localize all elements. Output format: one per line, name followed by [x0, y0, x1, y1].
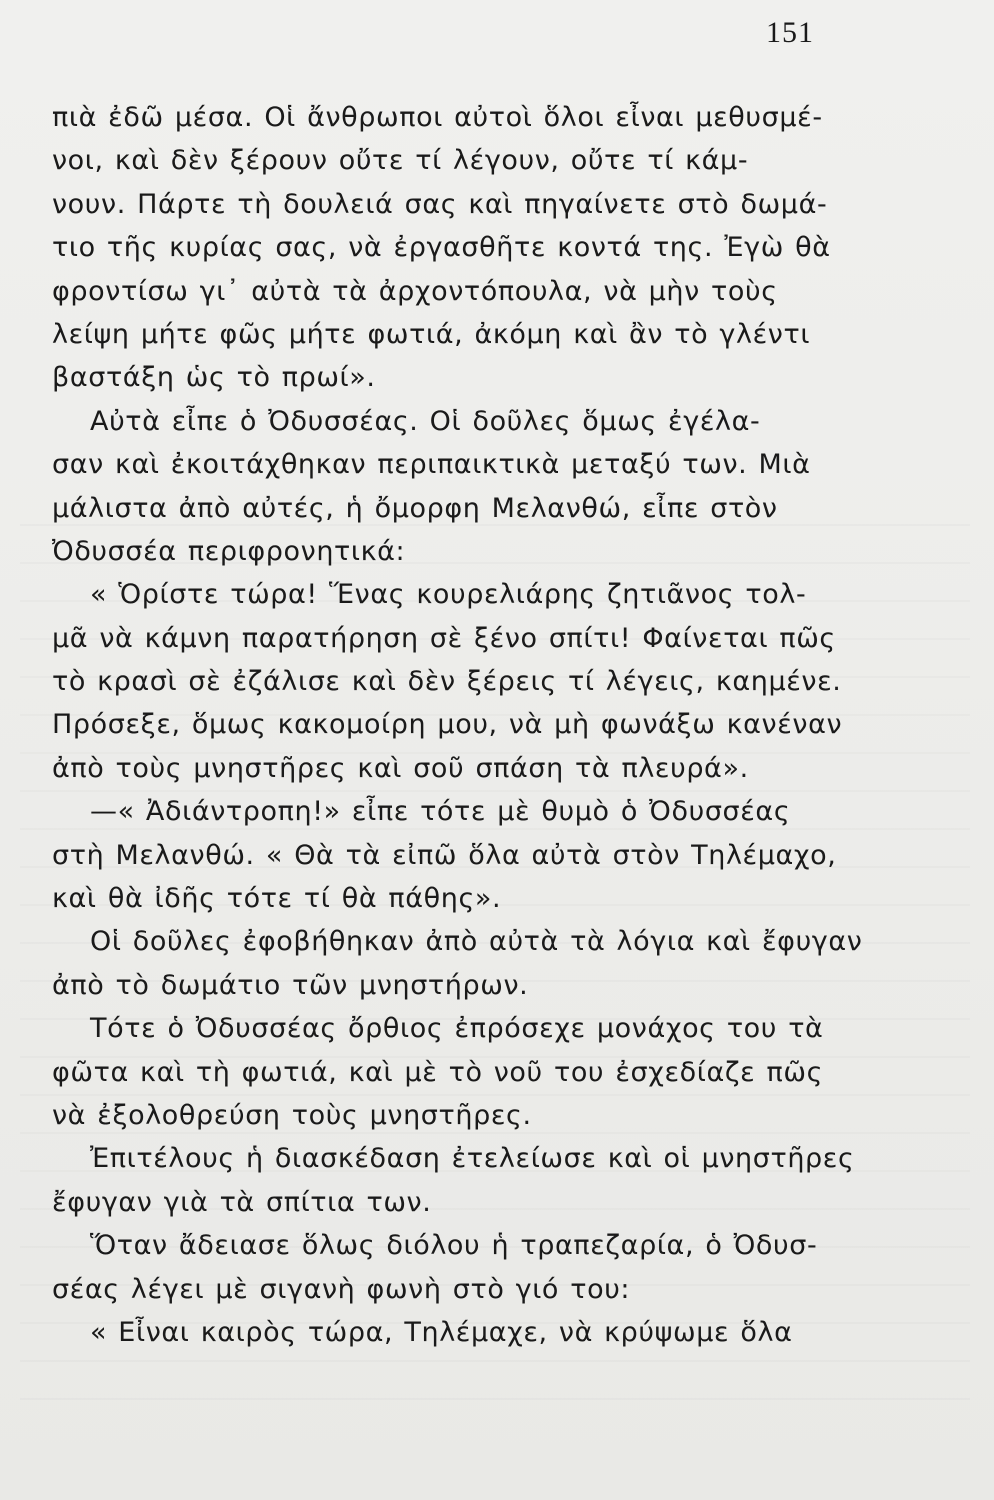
text-line: στὴ Μελανθώ. « Θὰ τὰ εἰπῶ ὅλα αὐτὰ στὸν Τηλέμαχο, — [52, 839, 837, 871]
text-line: φροντίσω γι᾿ αὐτὰ τὰ ἀρχοντόπουλα, νὰ μὴν τοὺς — [52, 275, 778, 307]
text-line: Πρόσεξε, ὅμως κακομοίρη μου, νὰ μὴ φωνάξω κανέναν — [52, 709, 843, 741]
text-line: σέας λέγει μὲ σιγανὴ φωνὴ στὸ γιό του: — [52, 1273, 631, 1305]
text-line: νὰ ἐξολοθρεύση τοὺς μνηστῆρες. — [52, 1099, 532, 1131]
text-line: βαστάξη ὡς τὸ πρωί». — [52, 362, 376, 394]
text-line: μᾶ νὰ κάμνη παρατήρηση σὲ ξένο σπίτι! Φαίνεται πῶς — [52, 622, 836, 654]
text-line: καὶ θὰ ἰδῆς τότε τί θὰ πάθης». — [52, 883, 502, 915]
text-line: νοι, καὶ δὲν ξέρουν οὔτε τί λέγουν, οὔτε τί κάμ- — [52, 145, 749, 177]
text-line: μάλιστα ἀπὸ αὐτές, ἡ ὄμορφη Μελανθώ, εἶπε στὸν — [52, 492, 778, 524]
text-line: Ὀδυσσέα περιφρονητικά: — [52, 535, 406, 567]
paragraph-first-line: —« Ἀδιάντροπη!» εἶπε τότε μὲ θυμὸ ὁ Ὀδυσσέας — [90, 796, 791, 828]
text-line: νουν. Πάρτε τὴ δουλειά σας καὶ πηγαίνετε στὸ δωμά- — [52, 188, 828, 220]
text-line: τιο τῆς κυρίας σας, νὰ ἐργασθῆτε κοντά της. Ἐγὼ θὰ — [52, 232, 831, 264]
paragraph-first-line: Τότε ὁ Ὀδυσσέας ὄρθιος ἐπρόσεχε μονάχος του τὰ — [90, 1013, 824, 1045]
paragraph-first-line: Ἐπιτέλους ἡ διασκέδαση ἐτελείωσε καὶ οἱ μνηστῆρες — [90, 1143, 855, 1175]
text-line: ἔφυγαν γιὰ τὰ σπίτια των. — [52, 1186, 432, 1218]
text-line: φῶτα καὶ τὴ φωτιά, καὶ μὲ τὸ νοῦ του ἐσχεδίαζε πῶς — [52, 1056, 824, 1088]
paragraph-first-line: Αὐτὰ εἶπε ὁ Ὀδυσσέας. Οἱ δοῦλες ὅμως ἐγέλα- — [90, 405, 761, 437]
text-line: τὸ κρασὶ σὲ ἐζάλισε καὶ δὲν ξέρεις τί λέγεις, καημένε. — [52, 666, 842, 698]
paragraph-first-line: « Ὁρίστε τώρα! Ἕνας κουρελιάρης ζητιᾶνος τολ- — [90, 579, 807, 611]
page-number: 151 — [766, 16, 814, 49]
body-text — [52, 96, 890, 1354]
paragraph-first-line: Ὅταν ἄδειασε ὅλως διόλου ἡ τραπεζαρία, ὁ Ὀδυσ- — [90, 1230, 818, 1262]
text-line: σαν καὶ ἐκοιτάχθηκαν περιπαικτικὰ μεταξύ των. Μιὰ — [52, 449, 811, 481]
paragraph-first-line: Οἱ δοῦλες ἐφοβήθηκαν ἀπὸ αὐτὰ τὰ λόγια καὶ ἔφυγαν — [90, 926, 863, 958]
text-line: πιὰ ἐδῶ μέσα. Οἱ ἄνθρωποι αὐτοὶ ὅλοι εἶναι μεθυσμέ- — [52, 102, 823, 133]
paragraph-first-line: « Εἶναι καιρὸς τώρα, Τηλέμαχε, νὰ κρύψωμε ὅλα — [90, 1316, 793, 1348]
text-line: λείψη μήτε φῶς μήτε φωτιά, ἀκόμη καὶ ἂν τὸ γλέντι — [52, 318, 811, 350]
text-line: ἀπὸ τὸ δωμάτιο τῶν μνηστήρων. — [52, 969, 529, 1001]
text-line: ἀπὸ τοὺς μνηστῆρες καὶ σοῦ σπάση τὰ πλευρά». — [52, 752, 749, 784]
